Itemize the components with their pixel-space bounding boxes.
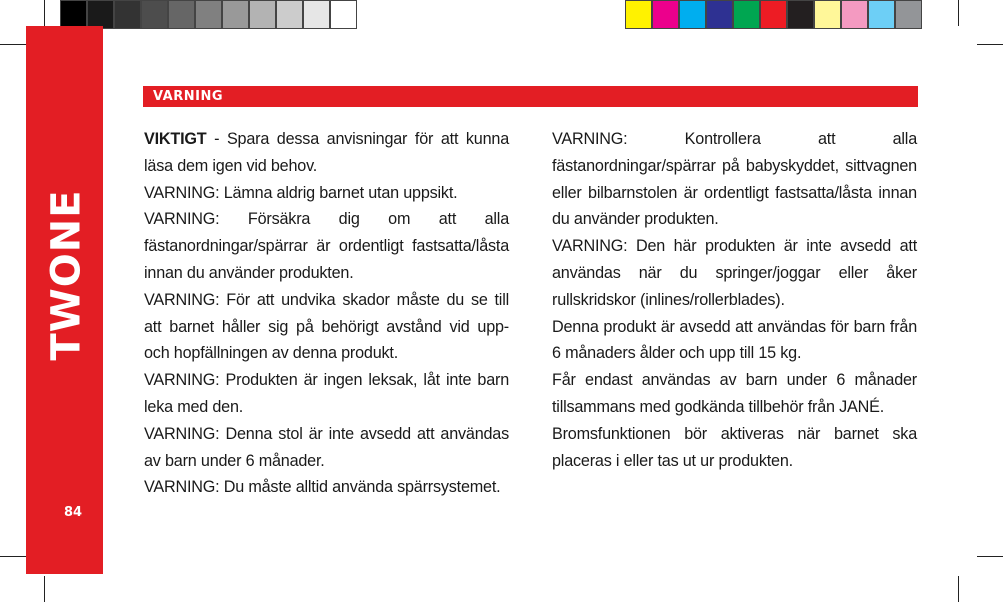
color-swatch xyxy=(330,0,357,29)
paragraph: VARNING: Den här produkten är inte avsedd att användas när du springer/joggar eller åker rullskridskor (inlines/rollerblades). xyxy=(552,237,917,309)
page-number: 84 xyxy=(63,505,83,520)
paragraph: Denna produkt är avsedd att användas för barn från 6 månaders ålder och upp till 15 kg. xyxy=(552,317,917,363)
paragraph: VARNING: För att undvika skador måste du se till att barnet håller sig på behörigt avstånd vid upp- och hopfällningen av denna produkt. xyxy=(144,290,509,363)
paragraph: VIKTIGT - Spara dessa anvisningar för att kunna läsa dem igen vid behov. xyxy=(144,130,509,175)
color-swatch xyxy=(60,0,87,29)
color-swatch xyxy=(625,0,652,29)
paragraph: VARNING: Denna stol är inte avsedd att användas av barn under 6 månader. xyxy=(144,424,509,470)
color-swatch xyxy=(114,0,141,29)
color-swatch xyxy=(87,0,114,29)
left-column xyxy=(144,126,509,501)
color-swatch xyxy=(276,0,303,29)
color-swatch xyxy=(195,0,222,29)
color-swatch xyxy=(222,0,249,29)
section-title: VARNING xyxy=(153,89,224,104)
color-swatch xyxy=(168,0,195,29)
color-swatch xyxy=(733,0,760,29)
process-color-bar xyxy=(625,0,922,29)
paragraph: VARNING: Försäkra dig om att alla fästanordningar/spärrar är ordentligt fastsatta/låsta innan du använder produkten. xyxy=(144,210,509,282)
paragraph: Får endast användas av barn under 6 månader tillsammans med godkända tillbehör från JANÉ. xyxy=(552,371,917,416)
brand-label: TWONE xyxy=(44,189,90,361)
color-swatch xyxy=(895,0,922,29)
color-swatch xyxy=(868,0,895,29)
paragraph: Bromsfunktionen bör aktiveras när barnet ska placeras i eller tas ut ur produkten. xyxy=(552,424,917,470)
color-swatch xyxy=(249,0,276,29)
color-swatch xyxy=(814,0,841,29)
crop-mark xyxy=(44,0,45,26)
color-swatch xyxy=(841,0,868,29)
color-swatch xyxy=(787,0,814,29)
color-swatch xyxy=(141,0,168,29)
color-swatch xyxy=(706,0,733,29)
crop-mark xyxy=(44,576,45,602)
crop-mark xyxy=(977,556,1003,557)
color-swatch xyxy=(679,0,706,29)
important-label: VIKTIGT xyxy=(144,130,207,148)
color-swatch xyxy=(760,0,787,29)
crop-mark xyxy=(958,0,959,26)
crop-mark xyxy=(0,556,26,557)
paragraph: VARNING: Lämna aldrig barnet utan uppsikt. xyxy=(144,183,458,202)
grayscale-color-bar xyxy=(60,0,357,29)
section-header xyxy=(143,86,918,107)
color-swatch xyxy=(652,0,679,29)
paragraph: VARNING: Du måste alltid använda spärrsystemet. xyxy=(144,478,501,497)
crop-mark xyxy=(977,44,1003,45)
color-swatch xyxy=(303,0,330,29)
crop-mark xyxy=(0,44,26,45)
crop-mark xyxy=(958,576,959,602)
paragraph: VARNING: Produkten är ingen leksak, låt inte barn leka med den. xyxy=(144,371,509,416)
right-column xyxy=(552,126,917,474)
paragraph: VARNING: Kontrollera att alla fästanordningar/spärrar på babyskyddet, sittvagnen eller bilbarnstolen är ordentligt fastsatta/låsta innan du använder produkten. xyxy=(552,130,917,229)
